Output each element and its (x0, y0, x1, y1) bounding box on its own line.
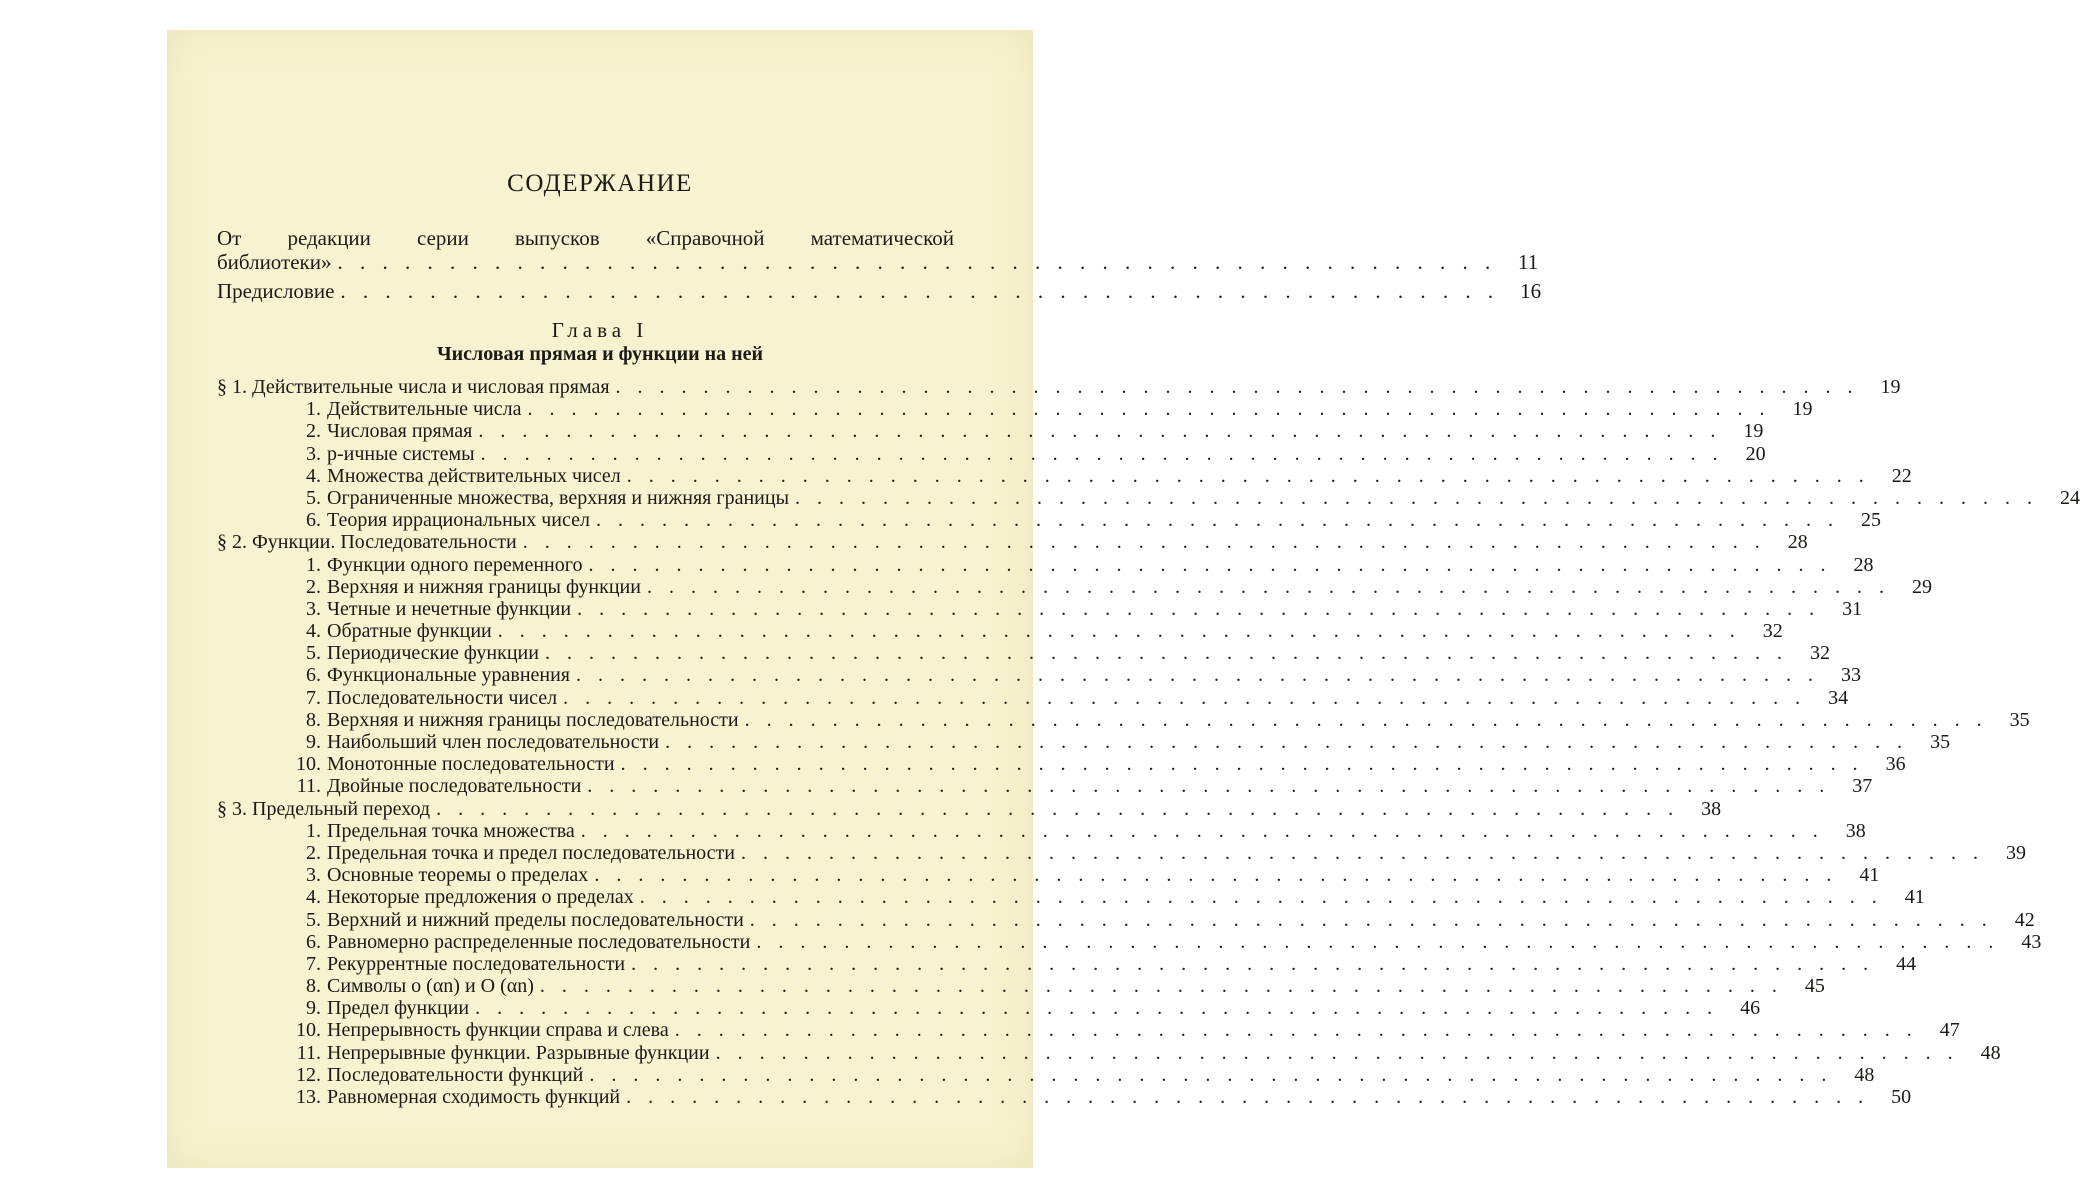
item-number: 5. (306, 642, 321, 665)
page-number: 37 (1852, 775, 1873, 798)
page-number: 19 (1792, 398, 1813, 421)
page-number: 43 (2021, 930, 2042, 953)
toc-item (217, 886, 1925, 909)
item-number: 11. (296, 1041, 321, 1064)
toc-item (217, 464, 1912, 487)
item-title: Непрерывность функции справа и слева (327, 1019, 669, 1042)
item-title: Множества действительных чисел (327, 464, 621, 487)
item-number: 4. (306, 620, 321, 643)
leader-dots: . . . . . . . . . . . . . . . . . . . . . . . . . . . . . . . . . . . . . . . . . . . . . . . . . . . . . . . . . (436, 797, 1680, 820)
page-number: 28 (1853, 553, 1874, 576)
leader-dots: . . . . . . . . . . . . . . . . . . . . . . . . . . . . . . . . . . . . . . . . . . . . . . . . . . . . . . . . . (665, 731, 1909, 753)
page-number: 25 (1860, 509, 1881, 532)
toc-item (217, 1063, 1875, 1086)
leader-dots: . . . . . . . . . . . . . . . . . . . . . . . . . . . . . . . . . . . . . . . . . . . . . . . . . . . . . . . . . (497, 620, 1741, 643)
toc-item (217, 841, 2026, 864)
toc-item (217, 997, 1761, 1020)
table-of-contents (217, 376, 2080, 1108)
toc-item (217, 509, 1881, 532)
page-number: 48 (1980, 1041, 2001, 1064)
item-number: 2. (306, 575, 321, 598)
section-label: § 1. Действительные числа и числовая прямая (217, 376, 610, 398)
item-title: p-ичные системы (327, 442, 475, 465)
leader-dots: . . . . . . . . . . . . . . . . . . . . . . . . . . . . . . . . . . . . . . . . . . . . . . . . . . . . . . . . . (577, 597, 1821, 620)
item-title: Некоторые предложения о пределах (327, 886, 634, 909)
page-number: 42 (2014, 908, 2035, 931)
leader-dots: . . . . . . . . . . . . . . . . . . . . . . . . . . . . . . . . . . . . . . . . . . . . . . . . . . . . . . . . . (475, 997, 1719, 1020)
leader-dots: . . . . . . . . . . . . . . . . . . . . . . . . . . . . . . . . . . . . . . . . . . . . . . . . . . . . . . . . . (544, 642, 1788, 665)
leader-dots: . . . . . . . . . . . . . . . . . . . . . . . . . . . . . . . . . . . . . . . . . . . . . . . . . . . . . . . . . (594, 864, 1838, 887)
item-number: 4. (306, 464, 321, 487)
item-number: 7. (306, 686, 321, 709)
item-number: 6. (306, 930, 321, 953)
page-number: 20 (1745, 442, 1766, 465)
page-number: 39 (2005, 841, 2026, 864)
page-number: 35 (1930, 731, 1951, 753)
toc-item (217, 952, 1917, 975)
item-number: 11. (296, 775, 321, 798)
item-title: Предел функции (327, 997, 470, 1020)
book-page (167, 30, 2080, 1168)
leader-dots: . . . . . . . . . . . . . . . . . . . . . . . . . . . . . . . . . . . . . . . . . . . . . . . . . . . . . . . . . (615, 376, 1859, 398)
leader-dots: . . . . . . . . . . . . . . . . . . . . . . . . . . . . . . . . . . . . . . . . . . . . . . . . . . . . . . . . . (715, 1041, 1959, 1064)
item-title: Функциональные уравнения (327, 664, 571, 687)
leader-dots: . . . . . . . . . . . . . . . . . . . . . . . . . . . . . . . . . . . . . . . . . . . . . . . . . . . . . . . . . (744, 708, 1988, 731)
page-number: 28 (1787, 531, 1808, 554)
item-number: 3. (306, 597, 321, 620)
leader-dots: . . . . . . . . . . . . . . . . . . . . . . . . . . . . . . . . . . . . . . . . . . . . . . . . . . . . . . . . . (580, 819, 1824, 842)
item-number: 9. (306, 997, 321, 1020)
section-label: § 2. Функции. Последовательности (217, 531, 517, 554)
page-number: 19 (1880, 376, 1901, 398)
item-title: Действительные числа (327, 398, 522, 421)
leader-dots: . . . . . . . . . . . . . . . . . . . . . . . . . . . . . . . . . . . . . . . . . . . . . . . . . . . . . . . . . (626, 464, 1870, 487)
item-title: Рекуррентные последовательности (327, 952, 626, 975)
item-number: 10. (296, 753, 321, 776)
leader-dots: . . . . . . . . . . . . . . . . . . . . . . . . . . . . . . . . . . . . . . . . . . . . . . . . . . . . . . . . . (756, 930, 2000, 953)
item-title: Монотонные последовательности (327, 753, 615, 776)
item-number: 2. (306, 841, 321, 864)
item-number: 6. (306, 509, 321, 532)
leader-dots: . . . . . . . . . . . . . . . . . . . . . . . . . . . . . . . . . . . . . . . . . . . . . . . . . . . . . . . . . (595, 509, 1839, 532)
toc-item (217, 553, 1874, 576)
page-number: 47 (1939, 1019, 1960, 1042)
page-number: 35 (2009, 708, 2030, 731)
item-title: Последовательности чисел (327, 686, 558, 709)
item-number: 1. (306, 398, 321, 421)
toc-item (217, 731, 1951, 753)
item-title: Верхняя и нижняя границы функции (327, 575, 641, 598)
item-title: Равномерно распределенные последовательности (327, 930, 751, 953)
leader-dots: . . . . . . . . . . . . . . . . . . . . . . . . . . . . . . . . . . . . . . . . . . . . . . . . . . . . . . . . . (478, 420, 1722, 443)
item-title: Верхний и нижний пределы последовательности (327, 908, 744, 931)
toc-item (217, 398, 1813, 421)
leader-dots: . . . . . . . . . . . . . . . . . . . . . . . . . . . . . . . . . . . . . . . . . . . . . . . . . . . . . . . . . (620, 753, 1864, 776)
item-title: Четные и нечетные функции (327, 597, 572, 620)
toc-item (217, 819, 1866, 842)
page-number: 36 (1885, 753, 1906, 776)
leader-dots: . . . . . . . . . . . . . . . . . . . . . . . . . . . . . . . . . . . . . . . . . . . . . . . . . . . . . . . . . (576, 664, 1820, 687)
item-number: 2. (306, 420, 321, 443)
toc-item (217, 620, 1783, 643)
leader-dots: . . . . . . . . . . . . . . . . . . . . . . . . . . . . . . . . . . . . . . . . . . . . . . . . . . . . . . . . . (740, 841, 1984, 864)
item-title: Двойные последовательности (327, 775, 582, 798)
toc-item (217, 708, 2030, 731)
leader-dots: . . . . . . . . . . . . . . . . . . . . . . . . . . . . . . . . . . . . . . . . . . . . . . . . . . . . . . . . . (749, 908, 1993, 931)
item-title: Последовательности функций (327, 1063, 584, 1086)
item-title: Предельная точка и предел последовательности (327, 841, 735, 864)
leader-dots: . . . . . . . . . . . . . . . . . . . . . . . . . . . . . . . . . . . . . . . . . . . . . . . . . . . . . . . . . (795, 486, 2039, 509)
toc-item (217, 1041, 2001, 1064)
item-title: Предельная точка множества (327, 819, 575, 842)
item-number: 6. (306, 664, 321, 687)
leader-dots: . . . . . . . . . . . . . . . . . . . . . . . . . . . . . . . . . . . . . . . . . . . . . . . . . . . . . . . . . (588, 553, 1832, 576)
leader-dots: . . . . . . . . . . . . . . . . . . . . . . . . . . . . . . . . . . . . . . . . . . . . . . . . . . . . . . . . . (674, 1019, 1918, 1042)
entry-text: Предисловие (217, 279, 335, 303)
toc-item (217, 442, 1766, 465)
toc-item (217, 420, 1764, 443)
leader-dots: . . . . . . . . . . . . . . . . . . . . . . . . . . . . . . . . . . . . . . . . . . . . . . . . . . . . . . . . . (522, 531, 1766, 554)
leader-dots: . . . . . . . . . . . . . . . . . . . . . . . . . . . . . . . . . . . . . . . . . . . . . . . . . . . . . . . . . (587, 775, 1831, 798)
item-number: 1. (306, 819, 321, 842)
toc-item (217, 930, 2042, 953)
item-title: Символы o (αn) и O (αn) (327, 975, 534, 998)
item-number: 5. (306, 908, 321, 931)
toc-item (217, 1086, 1912, 1108)
leader-dots: . . . . . . . . . . . . . . . . . . . . . . . . . . . . . . . . . . . . . . . . . . . . . . . . . . . . (337, 250, 1497, 274)
item-number: 1. (306, 553, 321, 576)
item-title: Теория иррациональных чисел (327, 509, 590, 532)
entry-text-line2: библиотеки» (217, 250, 332, 274)
item-title: Периодические функции (327, 642, 539, 665)
item-title: Основные теоремы о пределах (327, 864, 589, 887)
item-title: Функции одного переменного (327, 553, 583, 576)
page-number: 41 (1859, 864, 1880, 887)
item-number: 5. (306, 486, 321, 509)
toc-item (217, 597, 1863, 620)
toc-item (217, 753, 1906, 776)
section-heading (217, 531, 1808, 554)
page-number: 33 (1841, 664, 1862, 687)
leader-dots: . . . . . . . . . . . . . . . . . . . . . . . . . . . . . . . . . . . . . . . . . . . . . . . . . . . . . . . . . (527, 398, 1771, 421)
page-number: 41 (1904, 886, 1925, 909)
page-number: 24 (2060, 486, 2080, 509)
leader-dots: . . . . . . . . . . . . . . . . . . . . . . . . . . . . . . . . . . . . . . . . . . . . . . . . . . . . . . . . . (539, 975, 1783, 998)
leader-dots: . . . . . . . . . . . . . . . . . . . . . . . . . . . . . . . . . . . . . . . . . . . . . . . . . . . . . . . . . (631, 952, 1875, 975)
leader-dots: . . . . . . . . . . . . . . . . . . . . . . . . . . . . . . . . . . . . . . . . . . . . . . . . . . . . . . . . . (563, 686, 1807, 709)
leader-dots: . . . . . . . . . . . . . . . . . . . . . . . . . . . . . . . . . . . . . . . . . . . . . . . . . . . . (340, 279, 1500, 303)
item-number: 3. (306, 442, 321, 465)
item-number: 3. (306, 864, 321, 887)
item-title: Верхняя и нижняя границы последовательности (327, 708, 739, 731)
page-number: 44 (1896, 952, 1917, 975)
page-number: 46 (1740, 997, 1761, 1020)
page-number: 19 (1743, 420, 1764, 443)
item-number: 8. (306, 975, 321, 998)
toc-item (217, 642, 1830, 665)
item-number: 8. (306, 708, 321, 731)
toc-item (217, 575, 1932, 598)
item-number: 4. (306, 886, 321, 909)
page-number: 50 (1891, 1086, 1912, 1108)
leader-dots: . . . . . . . . . . . . . . . . . . . . . . . . . . . . . . . . . . . . . . . . . . . . . . . . . . . . . . . . . (639, 886, 1883, 909)
item-number: 12. (296, 1063, 321, 1086)
item-title: Ограниченные множества, верхняя и нижняя границы (327, 486, 790, 509)
item-title: Равномерная сходимость функций (327, 1086, 621, 1108)
leader-dots: . . . . . . . . . . . . . . . . . . . . . . . . . . . . . . . . . . . . . . . . . . . . . . . . . . . . . . . . . (480, 442, 1724, 465)
leader-dots: . . . . . . . . . . . . . . . . . . . . . . . . . . . . . . . . . . . . . . . . . . . . . . . . . . . . . . . . . (589, 1063, 1833, 1086)
page-number: 48 (1854, 1063, 1875, 1086)
page-number: 29 (1911, 575, 1932, 598)
section-heading (217, 376, 1901, 398)
page-number: 11 (1517, 250, 1539, 274)
page-number: 38 (1845, 819, 1866, 842)
toc-item (217, 975, 1825, 998)
leader-dots: . . . . . . . . . . . . . . . . . . . . . . . . . . . . . . . . . . . . . . . . . . . . . . . . . . . . . . . . . (646, 575, 1890, 598)
page-number: 16 (1520, 279, 1542, 303)
page-title: СОДЕРЖАНИЕ (507, 170, 693, 197)
toc-item (217, 664, 1862, 687)
item-title: Обратные функции (327, 620, 492, 643)
page-number: 22 (1891, 464, 1912, 487)
item-number: 10. (296, 1019, 321, 1042)
page-number: 45 (1804, 975, 1825, 998)
item-number: 13. (296, 1086, 321, 1108)
section-label: § 3. Предельный переход (217, 797, 431, 820)
item-title: Числовая прямая (327, 420, 473, 443)
chapter-number: Глава I (551, 318, 649, 342)
toc-item (217, 1019, 1960, 1042)
toc-item (217, 908, 2035, 931)
page-number: 38 (1701, 797, 1722, 820)
item-title: Наибольший член последовательности (327, 731, 660, 753)
page-number: 32 (1762, 620, 1783, 643)
preface-entry (217, 279, 1542, 303)
leader-dots: . . . . . . . . . . . . . . . . . . . . . . . . . . . . . . . . . . . . . . . . . . . . . . . . . . . . . . . . . (626, 1086, 1870, 1108)
item-title: Непрерывные функции. Разрывные функции (327, 1041, 710, 1064)
item-number: 7. (306, 952, 321, 975)
toc-item (217, 775, 1873, 798)
toc-item (217, 486, 2080, 509)
toc-item (217, 864, 1880, 887)
preface-editorial-entry (217, 226, 1539, 274)
toc-item (217, 686, 1849, 709)
page-number: 34 (1828, 686, 1849, 709)
chapter-title: Числовая прямая и функции на ней (436, 343, 764, 365)
page-number: 32 (1809, 642, 1830, 665)
section-heading (217, 797, 1722, 820)
entry-text-line1: От редакции серии выпусков «Справочной математической (217, 226, 954, 250)
item-number: 9. (306, 731, 321, 753)
page-number: 31 (1842, 597, 1863, 620)
